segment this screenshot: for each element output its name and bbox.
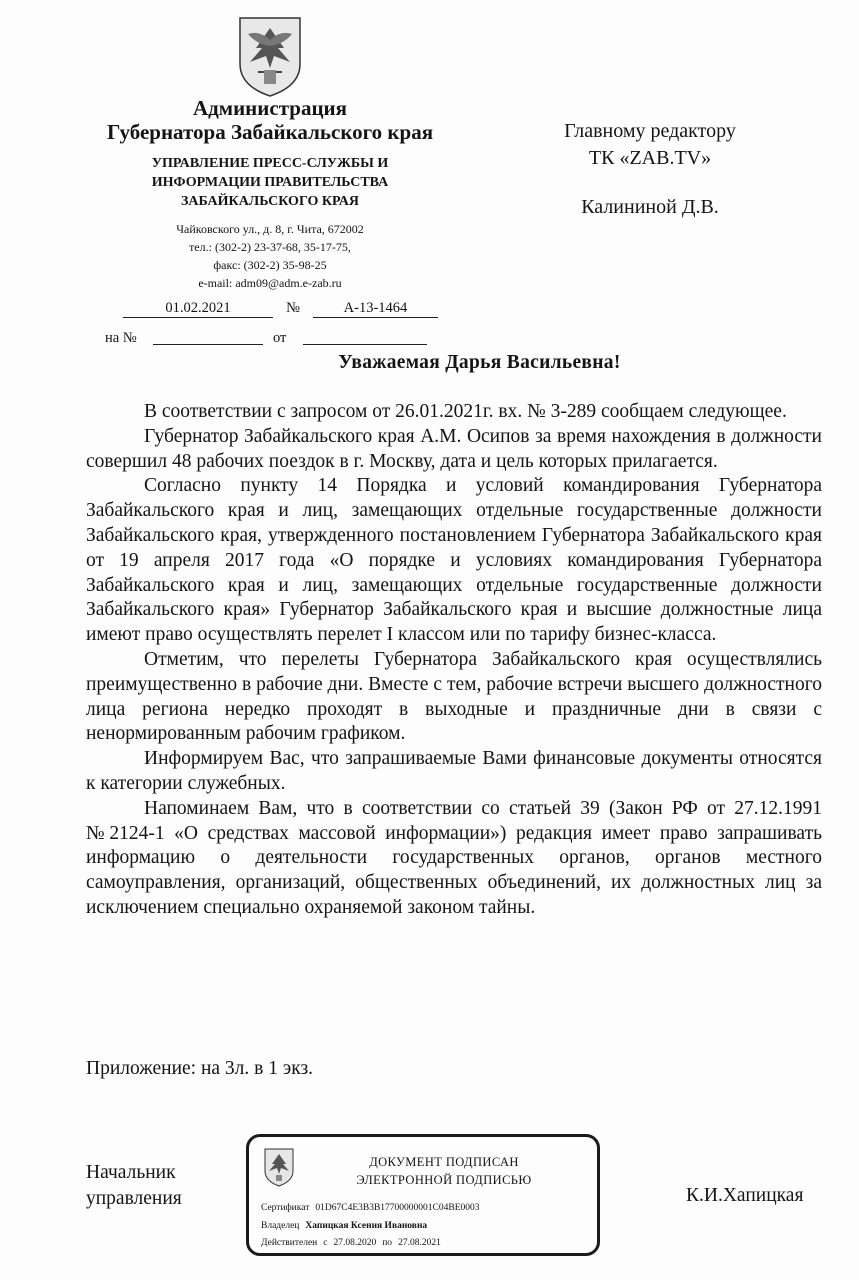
stamp-title-line2: ЭЛЕКТРОННОЙ ПОДПИСЬЮ xyxy=(356,1173,532,1187)
department-title-line3: ЗАБАЙКАЛЬСКОГО КРАЯ xyxy=(180,194,360,209)
organization-title-line1: Администрация xyxy=(192,96,348,120)
addressee-organization: ТК «ZAB.TV» xyxy=(588,147,712,169)
addressee-name: Калининой Д.В. xyxy=(581,196,719,218)
signer-position xyxy=(86,1160,182,1212)
registration-number-label: № xyxy=(286,300,300,316)
body-paragraph: Информируем Вас, что запрашиваемые Вами финансовые документы относятся к категории служебных. xyxy=(86,748,822,794)
signer-name: К.И.Хапицкая xyxy=(686,1185,804,1206)
reference-number-label: на № xyxy=(105,330,137,346)
signer-position-line2: управления xyxy=(86,1188,182,1209)
addressee-block xyxy=(520,118,780,221)
stamp-owner-label: Владелец xyxy=(261,1221,300,1231)
address-line: Чайковского ул., д. 8, г. Чита, 672002 xyxy=(176,222,364,236)
stamp-validity-from: 27.08.2020 xyxy=(333,1238,377,1248)
addressee-position: Главному редактору xyxy=(564,120,736,142)
organization-title-line2: Губернатора Забайкальского края xyxy=(106,120,434,144)
body-paragraph: Напоминаем Вам, что в соответствии со статьей 39 (Закон РФ от 27.12.1991 №2124-1 «О средствах массовой информации») редакция имеет право запрашивать информацию о деятельности государственных органов, органов местного самоуправления, организаций, общественных объединений, их должностных лиц за исключением специально охраняемой законом тайны. xyxy=(86,797,822,918)
stamp-validity-from-label: с xyxy=(323,1238,328,1248)
stamp-validity-to: 27.08.2021 xyxy=(398,1238,441,1248)
registration-date: 01.02.2021 xyxy=(123,300,273,318)
stamp-certificate xyxy=(261,1203,591,1213)
department-title xyxy=(100,154,440,211)
body-paragraph: Отметим, что перелеты Губернатора Забайкальского края осуществлялись преимущественно в рабочие дни. Вместе с тем, рабочие встречи высшего должностного лица региона нередко проходят в выходные и праздничные дни в связи с ненормированным рабочим графиком. xyxy=(86,648,822,745)
letter-body xyxy=(86,400,822,921)
body-paragraph: В соответствии с запросом от 26.01.2021г. вх. № 3-289 сообщаем следующее. xyxy=(144,401,787,422)
stamp-title xyxy=(309,1153,579,1189)
reference-number-blank xyxy=(153,344,263,345)
stamp-owner-value: Хапицкая Ксения Ивановна xyxy=(305,1221,428,1231)
stamp-validity xyxy=(261,1238,591,1248)
coat-of-arms-icon xyxy=(263,1147,295,1187)
stamp-owner xyxy=(261,1221,591,1231)
department-title-line2: ИНФОРМАЦИИ ПРАВИТЕЛЬСТВА xyxy=(151,175,389,190)
stamp-validity-label: Действителен xyxy=(261,1238,318,1248)
reference-row xyxy=(105,330,435,350)
appendix-note: Приложение: на 3л. в 1 экз. xyxy=(86,1058,314,1079)
body-paragraph: Губернатор Забайкальского края А.М. Осипов за время нахождения в должности совершил 48 рабочих поездок в г. Москву, дата и цель которых прилагается. xyxy=(86,425,822,472)
body-paragraph: Согласно пункту 14 Порядка и условий командирования Губернатора Забайкальского края и лиц, замещающих отдельные государственные должности Забайкальского края, утвержденного постановлением Губернатора Забайкальского края от 19 апреля 2017 года «О порядке и условиях командирования Губернатора Забайкальского края и лиц, замещающих отдельные государственные должности Забайкальского края» Губернатор Забайкальского края и высшие должностные лица имеют право осуществлять перелет I классом или по тарифу бизнес-класса. xyxy=(86,475,822,646)
department-title-line1: УПРАВЛЕНИЕ ПРЕСС-СЛУЖБЫ И xyxy=(151,156,389,171)
stamp-certificate-value: 01D67C4E3B3B17700000001C04BE0003 xyxy=(315,1203,480,1213)
reference-date-label: от xyxy=(273,330,287,346)
signer-position-line1: Начальник xyxy=(86,1162,176,1183)
registration-row xyxy=(123,300,443,320)
fax-line: факс: (302-2) 35-98-25 xyxy=(213,258,327,272)
phone-line: тел.: (302-2) 23-37-68, 35-17-75, xyxy=(189,240,351,254)
electronic-signature-stamp xyxy=(246,1134,600,1256)
salutation: Уважаемая Дарья Васильевна! xyxy=(338,352,621,373)
organization-address xyxy=(100,220,440,292)
stamp-validity-to-label: по xyxy=(382,1238,393,1248)
email-line: e-mail: adm09@adm.e-zab.ru xyxy=(198,276,342,290)
reference-date-blank xyxy=(303,344,427,345)
stamp-title-line1: ДОКУМЕНТ ПОДПИСАН xyxy=(369,1155,519,1169)
organization-title xyxy=(90,96,450,144)
stamp-certificate-label: Сертификат xyxy=(261,1203,310,1213)
coat-of-arms-icon xyxy=(236,14,304,98)
registration-number: А-13-1464 xyxy=(313,300,438,318)
